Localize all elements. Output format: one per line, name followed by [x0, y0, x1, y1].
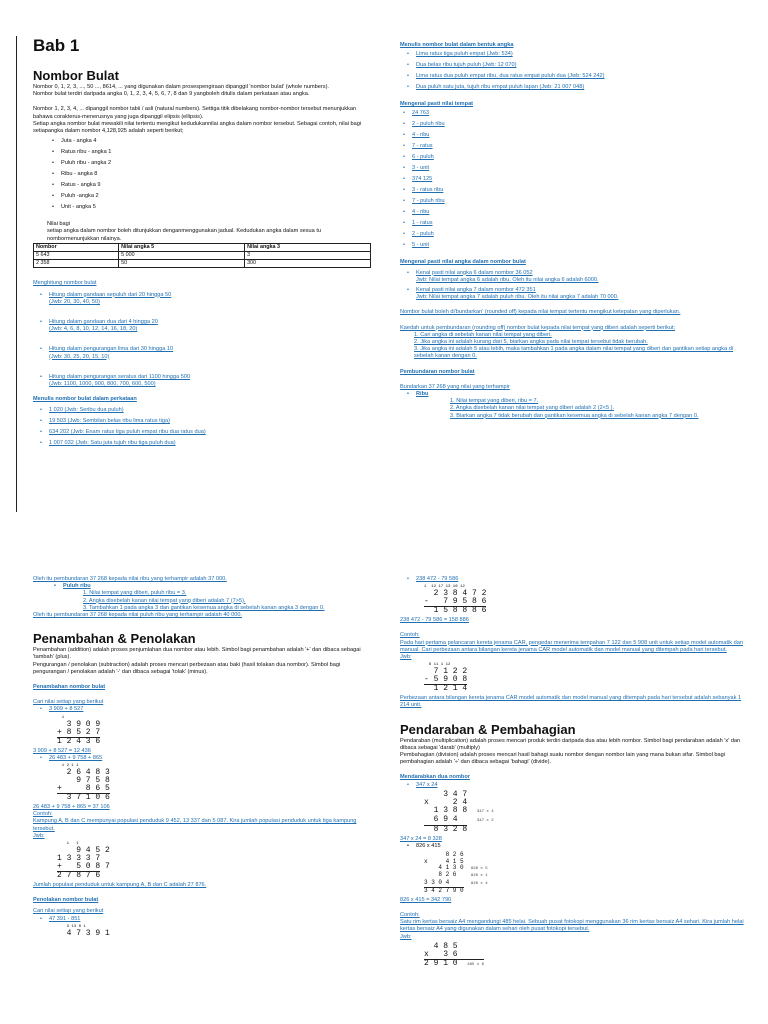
darab-heading[interactable]: Mendarabkan dua nombor: [400, 774, 470, 781]
page-1-left-column: [33, 36, 373, 449]
calc-line: - 7 9 5 8 6: [424, 597, 487, 607]
list-item[interactable]: • 26 483 + 9 758 + 865: [49, 755, 373, 762]
calc-line: 4 7 3 9 1: [57, 928, 110, 938]
answer-text[interactable]: (Jwb: 20, 30, 40, 50): [49, 298, 100, 305]
jwb-label[interactable]: Jwb:: [400, 654, 412, 661]
list-item[interactable]: 3. Jika angka ini adalah 5 atau lebih, maka tambahkan 1 pada angka dalam nilai tempat yang diberi dan gantikan setiap angka di sebelah kanan dengan 0.: [414, 346, 734, 360]
list-item: [49, 292, 373, 306]
list-item[interactable]: • 3 909 + 8 527: [49, 706, 373, 713]
cari-text[interactable]: Cari nilai setiap yang berikut: [33, 699, 104, 706]
cari-text-2[interactable]: Cari nilai setiap yang berikut: [33, 908, 104, 915]
contoh-label[interactable]: Contoh:: [400, 632, 420, 639]
calc-row: 6 9 4: [424, 814, 458, 824]
list-item[interactable]: 1. Nilai tempat yang diberi, ribu = 7.: [450, 398, 539, 405]
answer-text[interactable]: Jwb: Nilai tempat angka 7 adalah puluh ribu. Oleh itu nilai angka 7 adalah 70 000.: [416, 294, 619, 301]
angka-list: [400, 49, 745, 93]
page-2-right-column: [400, 576, 745, 971]
ex4-calculation: [57, 925, 373, 938]
pendaraban-title: Pendaraban & Pembahagian: [400, 721, 576, 737]
table-cell: 2 358: [34, 260, 119, 268]
penambahan-heading[interactable]: Penambahan nombor bulat: [33, 684, 106, 691]
list-item[interactable]: 3. Tambahkan 1 pada angka 3 dan gantikan kesemua angka di sebelah kanan angka 3 dengan 0.: [83, 604, 325, 611]
intro-paragraph-3: Nombor 1, 2, 3, 4, ... dipanggil nombor tabii / asli (natural numbers). Settiga titik dibelakang nombor-nombor tersebut menunjukkan bahawa corakterus-menerusnya yang juga dipanggil elipsis (ellipsis).: [33, 106, 357, 120]
calc-line: x 4 1 5: [424, 857, 464, 865]
page-2-left-column: [33, 576, 373, 940]
calc-note: 826 x 4: [470, 881, 488, 886]
list-item[interactable]: • Dua belas ribu tujuh puluh (Jwb: 12 070): [416, 60, 745, 71]
ex5-answer[interactable]: 238 472 - 79 586 = 158 886: [400, 617, 469, 624]
list-item: • Ribu - angka 8: [61, 169, 373, 180]
list-item[interactable]: • 5 - unit: [412, 240, 745, 251]
calc-line: 1 1: [57, 842, 79, 847]
angka-dalam-heading[interactable]: Mengenal pasti nilai angka dalam nombor bulat: [400, 259, 526, 266]
table-cell: 50: [119, 260, 245, 268]
list-item[interactable]: • 3 - unit: [412, 163, 745, 174]
section-title: Nombor Bulat: [33, 68, 119, 83]
calc-row: 4 1 3 0: [424, 864, 464, 872]
table-cell: 300: [245, 260, 371, 268]
calc-line: 1 2 4 3 6: [57, 736, 101, 746]
question-link[interactable]: Kenal pasti nilai angka 7 dalam nombor 472 351: [416, 287, 536, 294]
ex9-calculation: [424, 943, 745, 969]
place-value-table: [33, 243, 371, 269]
list-item[interactable]: • 2 - puluh: [412, 229, 745, 240]
page-2: [0, 560, 768, 1024]
kaedah-steps: [400, 332, 745, 361]
puluh-steps: [33, 590, 373, 612]
question-link[interactable]: Hitung dalam gandaan sepuluh dari 20 hingga 50: [49, 291, 172, 298]
list-item: [49, 319, 373, 333]
calc-line: 3 9 0 9: [57, 719, 101, 729]
list-item[interactable]: • 4 - ribu: [412, 130, 745, 141]
question-link[interactable]: Hitung dalam pengurangan lima dari 30 hingga 10: [49, 346, 174, 353]
calc-row: 2 9 1 0: [424, 958, 458, 968]
answer-text[interactable]: (Jwb: 30, 25, 20, 15, 10): [49, 353, 110, 360]
intro-paragraph-1: Nombor 0, 1, 2, 3, ..., 50 ..., 8614, ... yang digunakan dalam prosespengiraan dipanggil 'nombor bulat' (whole numbers).: [33, 84, 329, 90]
ex2-list: [33, 755, 373, 762]
table-cell: 5 643: [34, 252, 119, 260]
calc-line: [424, 959, 484, 969]
ex1-calculation: [57, 716, 373, 746]
calc-note: 826 x 5: [470, 867, 488, 872]
ex5-list: [400, 576, 745, 583]
list-item[interactable]: • 7 - ratus: [412, 141, 745, 152]
calc-line: 8 2 6: [424, 851, 464, 859]
intro-paragraph-2: Nombor bulat terdiri daripada angka 0, 1, 2, 3, 4, 5, 6, 7, 8 dan 9 yangboleh ditulis dalam perkataan atau angka.: [33, 91, 310, 98]
list-item[interactable]: • Dua puluh satu juta, tujuh ribu empat puluh lapan (Jwb: 21 007 048): [416, 82, 745, 93]
list-item: • Ratus - angka 9: [61, 180, 373, 191]
intro-paragraph-4: Setiap angka nombor bulat mewakili nilai tertentu mengikut kedudukannilai angka dalam nombor tersebut. Sebagai contoh, nilai bagi setiapangka dalam nombor 4,128,925 adalah seperti berikut;: [33, 120, 362, 135]
ex6-calculation: [424, 663, 745, 693]
ex3-calculation: [57, 842, 373, 880]
calc-line: 1 2 1 4: [424, 684, 468, 694]
calc-line: 9 4 5 2: [57, 846, 110, 856]
contoh-text[interactable]: Pada hari pertama pelancaran kereta jenama CAR, pengedar menerima tempahan 7 122 dan 5 908 unit untuk setiap model automatik dan manual. Cari perbezaan antara bilangan kereta jenama CAR model automatik dan model manual yang ditempah pada hari tersebut.: [400, 639, 743, 653]
list-item[interactable]: 1. Cari angka di sebelah kanan nilai tempat yang diberi.: [414, 331, 552, 338]
list-item: • Puluh ribu - angka 2: [61, 158, 373, 169]
question-link[interactable]: Hitung dalam pengurangan seratus dari 1100 hingga 500: [49, 373, 191, 380]
penambahan-desc-1: Penambahan (addition) adalah proses penjumlahan dua nombor atau lebih. Simbol bagi penambahan adalah '+' dan dibaca sebagai 'tambah' (plus).: [33, 647, 361, 661]
list-item[interactable]: • 238 472 - 79 586: [416, 576, 745, 583]
ex8-answer[interactable]: 826 x 415 = 342 790: [400, 896, 452, 903]
calc-line: 1 2 1 1: [57, 764, 79, 769]
ex7-calculation: [424, 791, 745, 834]
calc-note: 347 x 2: [476, 818, 494, 823]
calc-line: [424, 872, 745, 879]
tempat-list: [400, 108, 745, 251]
calc-line: 1 3 3 3 7: [57, 854, 101, 864]
calc-line: + 8 6 5: [57, 784, 110, 794]
ex5-calculation: [424, 585, 745, 615]
place-value-list: [33, 136, 373, 213]
contoh2-text[interactable]: Satu rim kertas bersaiz A4 mengandungi 485 helai. Sebuah pusat fotokopi menggunakan 36 rim kertas bersaiz A4 sehari. Kira jumlah helai kertas bersaiz A4 yang digunakan dalam sehari oleh pusat fotokopi tersebut.: [400, 919, 744, 933]
answer-text[interactable]: Jwb: Nilai tempat angka 6 adalah ribu. Oleh itu nilai angka 6 adalah 6000.: [416, 276, 599, 283]
calc-line: [424, 880, 745, 887]
page-1-right-column: [400, 42, 745, 420]
puluh-ribu-label[interactable]: • Puluh ribu: [63, 583, 373, 590]
calc-note: 347 x 4: [476, 809, 494, 814]
calc-line: [424, 865, 745, 872]
list-item: • Ratus ribu - angka 1: [61, 147, 373, 158]
perkataan-heading[interactable]: Menulis nombor bulat dalam perkataan: [33, 396, 137, 403]
answer-text[interactable]: (Jwb: 1100, 1000, 900, 800, 700, 600, 500): [49, 381, 156, 388]
page-gap: [0, 512, 768, 560]
list-item[interactable]: 2. Angka disebelah kanan nilai tempat yang diberi adalah 2 (2<5 ).: [450, 405, 615, 412]
calc-line: 3 4 2 7 9 0: [424, 887, 464, 895]
table-header: Nilai angka 5: [119, 243, 245, 251]
pembundaran-heading[interactable]: Pembundaran nombor bulat: [400, 368, 475, 375]
ex4-list: [33, 916, 373, 923]
list-item[interactable]: 2. Jika angka ini adalah kurang dari 5, biarkan angka pada nilai tempat tersebut tidak berubah.: [414, 339, 648, 346]
calc-line: 3 4 7: [424, 789, 468, 799]
kaedah-intro[interactable]: Kaedah untuk pembundaran (rounding off) nombor bulat kepada nilai tempat yang diberi adalah seperti berikut:: [400, 324, 676, 331]
ex1-list: [33, 706, 373, 713]
calc-line: - 5 9 0 8: [424, 675, 468, 685]
penambahan-desc-2: Pengurangan / penolakan (subtraction) adalah proses mencari perbezaan atau baki (hasil tolakan dua nombor). Simbol bagi pengurangan / penolakan adalah '-' dan dibaca sebagai 'tolak' (minus).: [33, 661, 341, 675]
calc-line: 4 8 5: [424, 941, 458, 951]
list-item[interactable]: • 374 125: [412, 174, 745, 185]
calc-row: 1 3 8 8: [424, 805, 468, 815]
list-item[interactable]: • 1 020 (Jwb: Seribu dua puluh): [49, 405, 373, 416]
bundar-intro[interactable]: Nombor bulat boleh di'bundarkan' (rounded off) kepada nilai tempat tertentu mengikut ketepatan yang diperlukan.: [400, 309, 681, 316]
list-item[interactable]: • 634 202 (Jwb: Enam ratus tiga puluh empat ribu dua ratus dua): [49, 427, 373, 438]
list-item[interactable]: • 24 763: [412, 108, 745, 119]
ex1-answer[interactable]: 3 909 + 8 527 = 12 436: [33, 747, 91, 754]
menghitung-heading[interactable]: Menghitung nombor bulat: [33, 280, 97, 287]
oleh-puluh-text[interactable]: Oleh itu pembundaran 37 268 kepada nilai puluh ribu yang terhampir adalah 40 000.: [33, 612, 242, 619]
table-header: Nilai angka 3: [245, 243, 371, 251]
bundarkan-text[interactable]: Bundarkan 37 268 yang nilai yang terhampir: [400, 383, 510, 390]
calc-line: 8 3 2 8: [424, 824, 468, 834]
calc-line: 6 11 1 12: [424, 663, 451, 668]
list-item[interactable]: • 347 x 24: [416, 782, 745, 789]
list-item: [49, 374, 373, 388]
list-item[interactable]: • 4 - ribu: [412, 207, 745, 218]
penambahan-title: Penambahan & Penolakan: [33, 631, 196, 647]
contoh-text[interactable]: Kampung A, B dan C mempunyai populasi penduduk 9 452, 13 337 dan 5 087. Kira jumlah populasi penduduk untuk tiga kampung tersebut.: [33, 818, 357, 832]
calc-line: 1 12 17 13 16 12: [424, 585, 465, 590]
ex7-answer[interactable]: 347 x 24 = 8 328: [400, 835, 442, 842]
jwb-label[interactable]: Jwb:: [33, 832, 45, 839]
list-item[interactable]: • 19 503 (Jwb: Sembilan belas ribu lima ratus tiga): [49, 416, 373, 427]
oleh-ribu-text[interactable]: Oleh itu pembundaran 37 268 kepada nilai ribu yang terhampir adalah 37 000.: [33, 576, 227, 582]
list-item[interactable]: 1. Nilai tempat yang diberi, puluh ribu = 3.: [83, 590, 187, 597]
question-link[interactable]: Kenal pasti nilai angka 6 dalam nombor 36 052: [416, 269, 533, 276]
calc-note: 485 x 6: [467, 962, 485, 967]
question-link[interactable]: Hitung dalam gandaan dua dari 4 hingga 20: [49, 319, 158, 326]
calc-line: 1: [57, 715, 70, 720]
calc-line: x 2 4: [424, 797, 468, 807]
angka-dalam-list: [400, 270, 745, 302]
table-row: [34, 260, 371, 268]
calc-line: 3 13 8 1: [57, 924, 86, 929]
list-item[interactable]: • 3 - ratus ribu: [412, 185, 745, 196]
table-cell: 5 000: [119, 252, 245, 260]
calc-line: + 5 0 8 7: [57, 862, 110, 872]
calc-line: 2 6 4 8 3: [57, 768, 110, 778]
calc-line: + 8 5 2 7: [57, 727, 101, 737]
list-item[interactable]: • 1 007 032 (Jwb: Satu juta tujuh ribu tiga puluh dua): [49, 438, 373, 449]
calc-line: 9 7 5 8: [57, 776, 110, 786]
list-item: [416, 287, 745, 301]
nilai-bagi-label: Nilai bagi: [47, 221, 71, 228]
list-item[interactable]: • 2 - puluh ribu: [412, 119, 745, 130]
list-item[interactable]: 2. Angka disebelah kanan nilai tempat yang diberi adalah 7 (7>5).: [83, 597, 246, 604]
list-item[interactable]: • 1 - ratus: [412, 218, 745, 229]
calc-line: x 3 6: [424, 949, 458, 959]
ribu-steps: [400, 398, 745, 420]
angka-heading[interactable]: Menulis nombor bulat dalam bentuk angka: [400, 42, 514, 48]
list-item[interactable]: • 47 391 - 851: [49, 916, 373, 923]
pendaraban-desc-1: Pendaraban (multiplication) adalah proses mencari produk terdiri daripada dua atau lebih nombor. Simbol bagi pendaraban adalah 'x' dan dibaca sebagai 'darab' (multiply): [400, 737, 741, 751]
perkataan-list: [33, 405, 373, 449]
ex8-list: [400, 843, 745, 850]
ex6-answer[interactable]: Perbezaan antara bilangan kereta jenama CAR model automatik dan model manual yang ditempah pada hari tersebut adalah sebanyak 1 214 unit.: [400, 695, 742, 709]
nilai-description: setiap angka dalam nombor boleh ditunjukkan denganmenggunakan jadual. Kedudukan angka dalam sesua tu nombormenunjukkan nilainya.: [47, 228, 321, 242]
list-item[interactable]: • 6 - puluh: [412, 152, 745, 163]
list-item: [416, 270, 745, 284]
jwb2-label[interactable]: Jwb:: [400, 933, 412, 940]
ex2-calculation: [57, 764, 373, 802]
calc-line: [424, 816, 745, 825]
calc-line: 1 5 8 8 8 6: [424, 606, 487, 616]
tempat-heading[interactable]: Mengenal pasti nilai tempat: [400, 101, 474, 108]
puluh-ribu-list: [33, 583, 373, 590]
contoh-label[interactable]: Contoh:: [33, 811, 53, 818]
ribu-label[interactable]: • Ribu: [416, 391, 745, 398]
calc-line: 2 7 8 7 6: [57, 871, 101, 881]
pendaraban-desc-2: Pembahagian (division) adalah proses mencari hasil bahagi suatu nombor dengan nombor lain yang mana bukan sifar. Simbol bagi pembahagian adalah '÷' dan dibaca sebagai 'bahagi' (divide).: [400, 752, 725, 766]
list-item[interactable]: • Lima ratus dua puluh empat ribu, dua ratus empat puluh dua (Jwb: 524 242): [416, 71, 745, 82]
answer-text[interactable]: (Jwb: 4, 6, 8, 10, 12, 14, 16, 18, 20): [49, 326, 138, 333]
calc-note: 826 x 1: [470, 874, 488, 879]
menghitung-list: [33, 292, 373, 389]
list-item: • Puluh -angka 2: [61, 191, 373, 202]
table-header: Nombor: [34, 243, 119, 251]
calc-line: 3 7 1 0 6: [57, 793, 110, 803]
table-row: [34, 252, 371, 260]
calc-line: 2 3 8 4 7 2: [424, 589, 487, 599]
table-cell: 3: [245, 252, 371, 260]
ribu-list: [400, 391, 745, 398]
list-item: • Juta - angka 4: [61, 136, 373, 147]
list-item[interactable]: • Lima ratus tiga puluh empat (Jwb: 534): [416, 49, 745, 60]
margin-rule: [16, 36, 17, 512]
calc-line: 7 1 2 2: [424, 667, 468, 677]
contoh2-label[interactable]: Contoh:: [400, 911, 420, 918]
calc-row: 3 3 0 4: [424, 878, 450, 886]
ex2-answer[interactable]: 26 483 + 9 758 + 865 = 37 106: [33, 804, 110, 811]
ex3-answer[interactable]: Jumlah populasi penduduk untuk kampung A, B dan C adalah 27 876.: [33, 882, 207, 889]
ex7-list: [400, 782, 745, 789]
list-item: [49, 346, 373, 360]
list-item[interactable]: 3. Biarkan angka 7 tidak berubah dan gantikan kesemua angka di sebelah kanan angka 7 dengan 0.: [450, 412, 699, 419]
list-item: • Unit - angka 5: [61, 202, 373, 213]
ex8-calculation: [424, 852, 745, 894]
chapter-heading: Bab 1: [33, 36, 80, 55]
list-item[interactable]: • 7 - puluh ribu: [412, 196, 745, 207]
penolakan-heading[interactable]: Penolakan nombor bulat: [33, 897, 99, 904]
calc-row: 8 2 6: [424, 871, 457, 879]
list-item: • 826 x 415: [416, 843, 745, 850]
